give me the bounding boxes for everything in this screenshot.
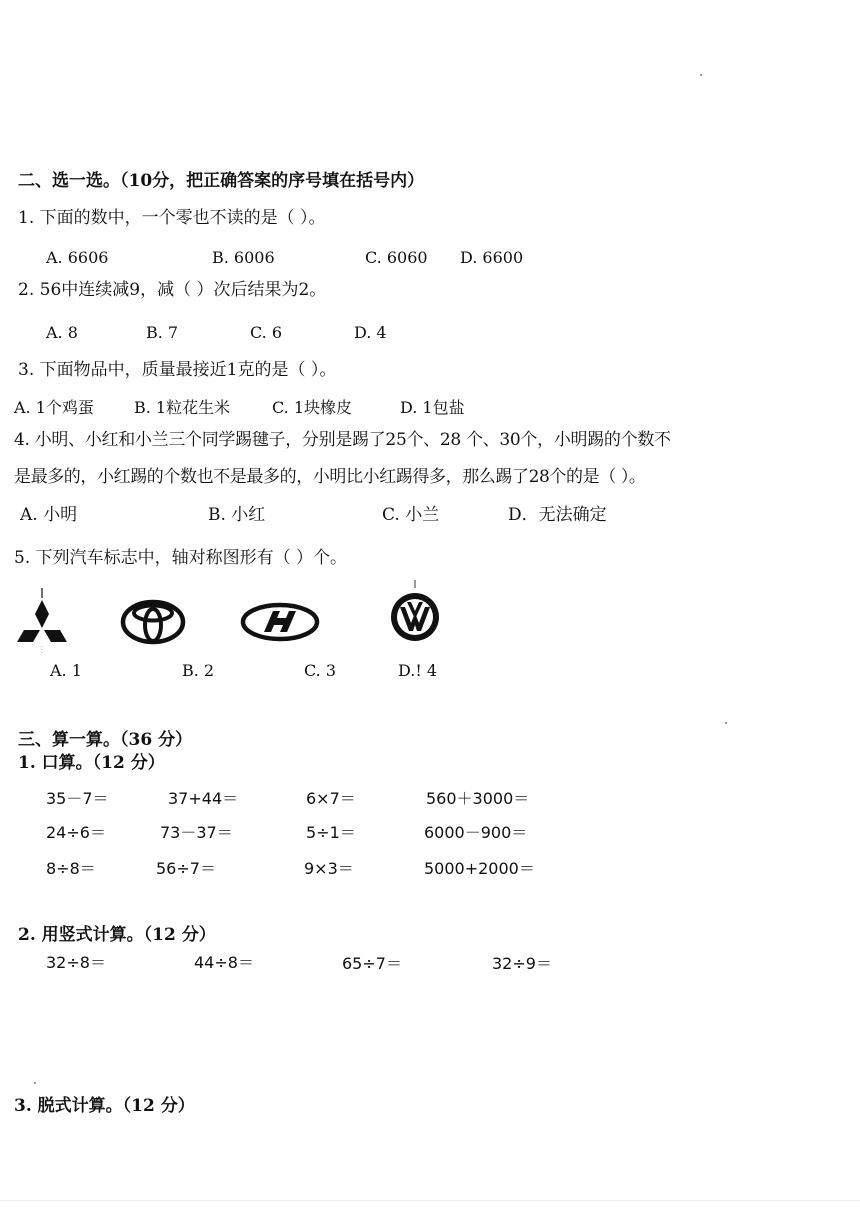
- q3-option-c: C. 1块橡皮: [272, 398, 353, 417]
- mental-math-item: 37+44＝: [168, 789, 239, 808]
- mental-math-item: 73－37＝: [160, 823, 233, 842]
- mental-math-item: 560＋3000＝: [426, 789, 530, 808]
- mental-math-item: 9×3＝: [304, 859, 354, 878]
- vertical-calc-item: 32÷8＝: [46, 953, 106, 972]
- question-3: 3. 下面物品中，质量最接近1克的是（ ）。: [18, 360, 337, 380]
- q4-option-c: C. 小兰: [382, 505, 440, 525]
- question-2: 2. 56中连续减9，减（ ）次后结果为2。: [18, 280, 327, 300]
- question-5: 5. 下列汽车标志中，轴对称图形有（ ）个。: [14, 548, 348, 568]
- q5-option-d: D.! 4: [398, 661, 438, 680]
- q1-option-c: C. 6060: [365, 248, 428, 267]
- q1-option-d: D. 6600: [460, 248, 524, 267]
- hyundai-logo: [240, 602, 320, 642]
- question-1: 1. 下面的数中，一个零也不读的是（ ）。: [18, 208, 326, 228]
- step-calc-title: 3. 脱式计算。（12 分）: [14, 1096, 195, 1116]
- q3-option-d: D. 1包盐: [400, 398, 465, 417]
- q4-option-b: B. 小红: [208, 505, 266, 525]
- q1-option-b: B. 6006: [212, 248, 275, 267]
- mitsubishi-logo: [14, 588, 70, 658]
- vertical-calc-item: 44÷8＝: [194, 953, 254, 972]
- scan-speck: [725, 722, 727, 724]
- mental-math-item: 6×7＝: [306, 789, 356, 808]
- mental-math-title: 1. 口算。（12 分）: [18, 753, 165, 773]
- mental-math-item: 24÷6＝: [46, 823, 106, 842]
- scan-speck: [700, 74, 702, 76]
- q2-option-a: A. 8: [46, 323, 78, 342]
- volkswagen-logo: [388, 578, 442, 644]
- q4-option-d: D．无法确定: [508, 505, 607, 525]
- toyota-logo: [120, 598, 186, 646]
- vertical-calc-item: 65÷7＝: [342, 954, 402, 973]
- mental-math-item: 56÷7＝: [156, 859, 216, 878]
- mental-math-item: 35－7＝: [46, 789, 109, 808]
- vertical-calc-item: 32÷9＝: [492, 954, 552, 973]
- mental-math-item: 5000+2000＝: [424, 859, 535, 878]
- q2-option-c: C. 6: [250, 323, 283, 342]
- scan-speck: [34, 1082, 36, 1084]
- section-3-heading: 三、算一算。（36 分）: [18, 730, 193, 750]
- mental-math-item: 5÷1＝: [306, 823, 356, 842]
- question-4-line-1: 4. 小明、小红和小兰三个同学踢毽子，分别是踢了25个、28 个、30个，小明踢的个数不: [14, 430, 671, 450]
- q3-option-a: A. 1个鸡蛋: [14, 398, 94, 417]
- q1-option-a: A. 6606: [46, 248, 109, 267]
- q2-option-d: D. 4: [354, 323, 387, 342]
- q5-option-c: C. 3: [304, 661, 337, 680]
- q3-option-b: B. 1粒花生米: [134, 398, 231, 417]
- mental-math-item: 6000－900＝: [424, 823, 528, 842]
- mental-math-item: 8÷8＝: [46, 859, 96, 878]
- q4-option-a: A. 小明: [20, 505, 78, 525]
- q5-option-b: B. 2: [182, 661, 215, 680]
- vertical-calc-title: 2. 用竖式计算。（12 分）: [18, 925, 216, 945]
- q5-option-a: A. 1: [50, 661, 82, 680]
- section-2-heading: 二、选一选。（10分，把正确答案的序号填在括号内）: [18, 171, 425, 191]
- question-4-line-2: 是最多的，小红踢的个数也不是最多的，小明比小红踢得多，那么踢了28个的是（ ）。: [14, 467, 646, 487]
- page-bottom-edge: [0, 1200, 860, 1201]
- q2-option-b: B. 7: [146, 323, 179, 342]
